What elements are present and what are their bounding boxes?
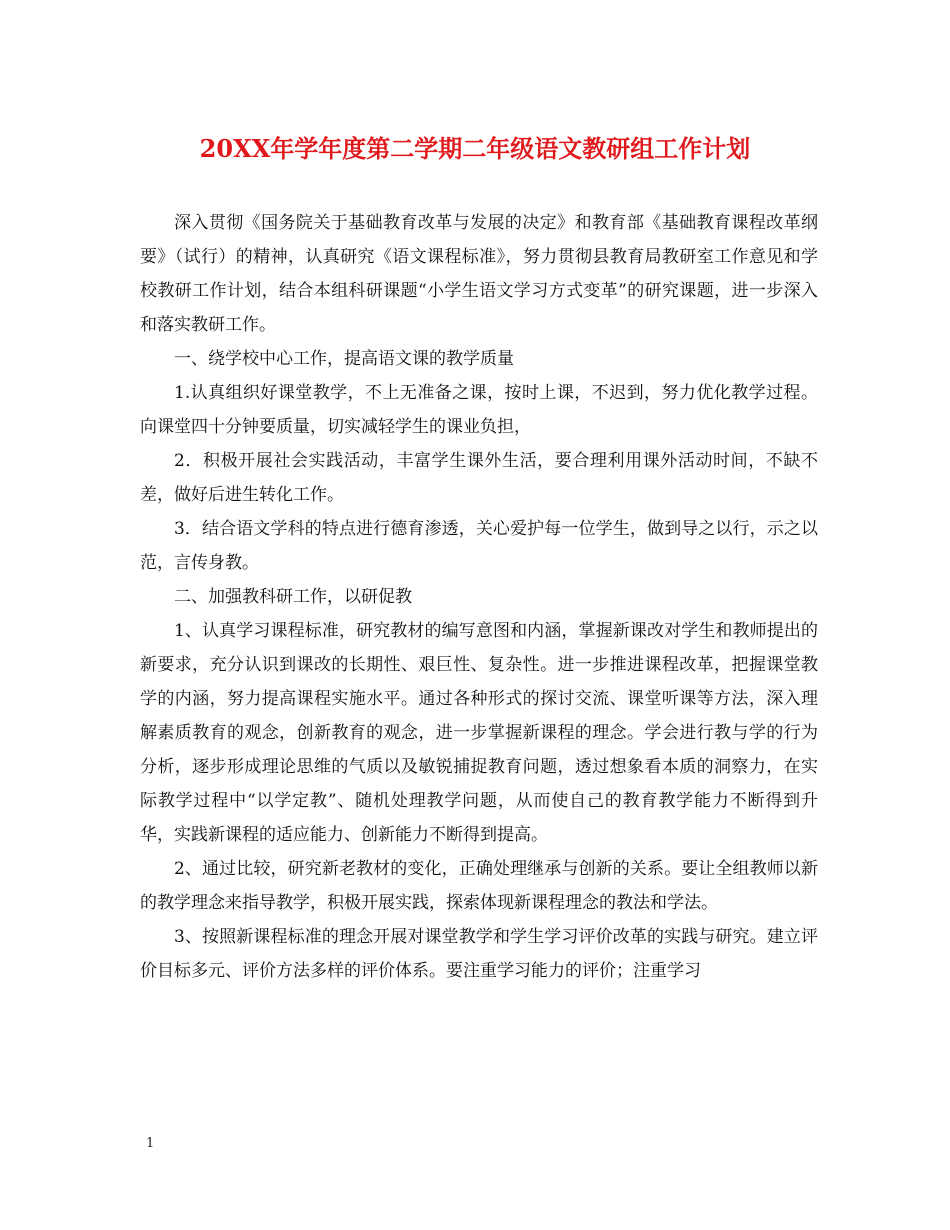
paragraph-1-1: 1.认真组织好课堂教学，不上无准备之课，按时上课，不迟到，努力优化教学过程。向课堂四十分钟要质量，切实减轻学生的课业负担， <box>140 383 818 437</box>
paragraph-2-1: 1、认真学习课程标准，研究教材的编写意图和内涵，掌握新课改对学生和教师提出的新要求，充分认识到课改的长期性、艰巨性、复杂性。进一步推进课程改革，把握课堂教学的内涵，努力提高课程实施水平。通过各种形式的探讨交流、课堂听课等方法，深入理解素质教育的观念，创新教育的观念，进一步掌握新课程的理念。学会进行教与学的行为分析，逐步形成理论思维的气质以及敏锐捕捉教育问题，透过想象看本质的洞察力，在实际教学过程中“以学定教”、随机处理教学问题，从而使自己的教育教学能力不断得到升华，实践新课程的适应能力、创新能力不断得到提高。 <box>140 621 818 845</box>
paragraph-2-3: 3、按照新课程标准的理念开展对课堂教学和学生学习评价改革的实践与研究。建立评价目标多元、评价方法多样的评价体系。要注重学习能力的评价；注重学习 <box>140 927 818 981</box>
document-body <box>140 206 818 988</box>
paragraph-2-2: 2、通过比较，研究新老教材的变化，正确处理继承与创新的关系。要让全组教师以新的教学理念来指导教学，积极开展实践，探索体现新课程理念的教法和学法。 <box>140 859 818 913</box>
paragraph-intro: 深入贯彻《国务院关于基础教育改革与发展的决定》和教育部《基础教育课程改革纲要》（试行）的精神，认真研究《语文课程标准》，努力贯彻县教育局教研室工作意见和学校教研工作计划，结合本组科研课题“小学生语文学习方式变革”的研究课题，进一步深入和落实教研工作。 <box>140 213 818 335</box>
page-number: 1 <box>146 1136 155 1151</box>
document-title: 20XX年学年度第二学期二年级语文教研组工作计划 <box>199 134 751 163</box>
paragraph-1-3: 3．结合语文学科的特点进行德育渗透，关心爱护每一位学生，做到导之以行，示之以范，言传身教。 <box>140 519 818 573</box>
section-heading-1: 一、绕学校中心工作，提高语文课的教学质量 <box>174 349 514 369</box>
section-heading-2: 二、加强教科研工作，以研促教 <box>174 587 412 607</box>
paragraph-1-2: 2．积极开展社会实践活动，丰富学生课外生活，要合理利用课外活动时间，不缺不差，做好后进生转化工作。 <box>140 451 818 505</box>
